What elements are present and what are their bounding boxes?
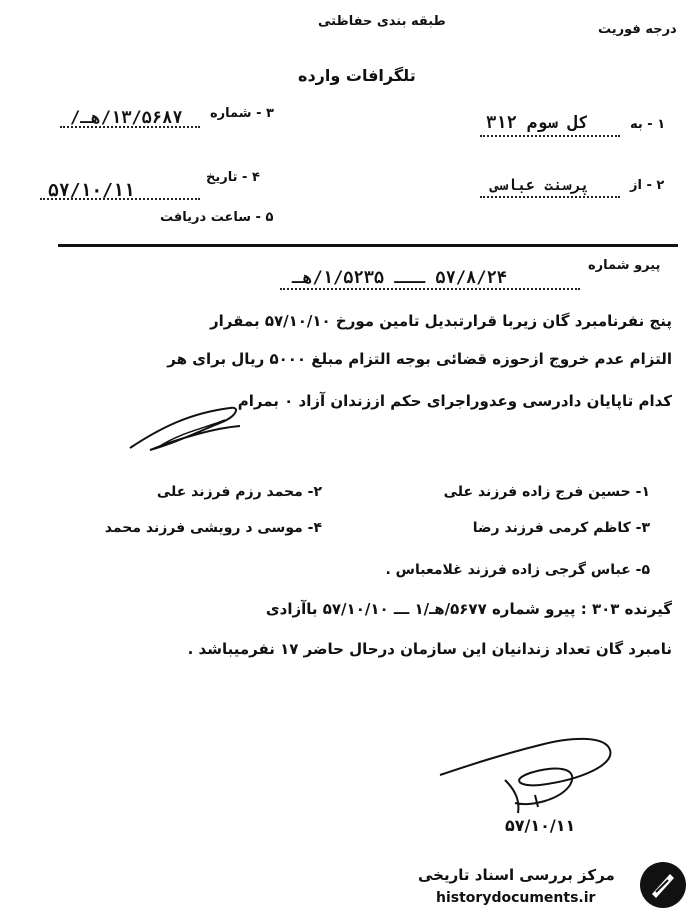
priority-label: درجه فوریت xyxy=(598,22,677,37)
page-title: تلگرافات وارده xyxy=(298,66,416,85)
list-item-3: ۳- کاظم کرمی فرزند رضا xyxy=(472,520,650,536)
reference-label: پیرو شماره xyxy=(588,258,661,273)
date-label: ۴ - تاریخ xyxy=(206,170,260,185)
from-dotted-line xyxy=(480,196,620,198)
number-value: ۱۳/۵۶۸۷/هـ/ xyxy=(70,108,183,128)
list-item-2: ۲- محمد رزم فرزند علی xyxy=(156,484,322,500)
archive-logo-icon xyxy=(640,862,686,908)
to-value: کل سوم ۳۱۲ xyxy=(486,113,589,133)
reference-dotted-line xyxy=(280,288,580,290)
body-line-1: پنج نفرنامبرد گان زیربا قرارتبدیل تامین مورخ ۵۷/۱۰/۱۰ بمقرار xyxy=(209,312,672,330)
closing-line-1: گیرنده ۳۰۳ : پیرو شماره ۵۶۷۷/هـ/۱ ـــ ۵۷/۱۰/۱۰ باآزادی xyxy=(265,600,672,618)
footer-org: مرکز بررسی اسناد تاریخی xyxy=(418,866,615,884)
number-label: ۳ - شماره xyxy=(210,106,274,121)
signature-icon xyxy=(420,725,620,820)
date-value: ۵۷/۱۰/۱۱ xyxy=(48,180,135,201)
list-item-4: ۴- موسی د رویشی فرزند محمد xyxy=(104,520,322,536)
to-label: ۱ - به xyxy=(630,117,666,132)
from-label: ۲ - از xyxy=(630,178,665,193)
from-value: پرسنت عباسی xyxy=(490,176,590,194)
list-item-1: ۱- حسین فرج زاده فرزند علی xyxy=(443,484,650,500)
classification-label: طبقه بندی حفاظتی xyxy=(318,14,446,29)
receipt-time-label: ۵ - ساعت دریافت xyxy=(160,210,274,225)
list-item-5: ۵- عباس گرجی زاده فرزند غلامعباس . xyxy=(385,562,650,578)
signature-date: ۵۷/۱۰/۱۱ xyxy=(505,816,576,835)
closing-line-2: نامبرد گان تعداد زندانیان این سازمان درحال حاضر ۱۷ نفرمیباشد . xyxy=(187,640,672,658)
body-line-2: التزام عدم خروج ازحوزه قضائی بوجه التزام مبلغ ۵۰۰۰ ریال برای هر xyxy=(167,350,672,368)
header-divider xyxy=(58,244,678,247)
handwritten-mark-icon xyxy=(120,398,250,458)
to-dotted-line xyxy=(480,135,620,137)
reference-value: ۵۷/۸/۲۴ ـــ ۱/۵۲۳۵/هـ xyxy=(292,268,507,288)
body-line-3: کدام تاپایان دادرسی وعدوراجرای حکم اززندان آزاد ۰ بمرام xyxy=(237,392,672,410)
footer-url[interactable]: historydocuments.ir xyxy=(436,890,596,906)
